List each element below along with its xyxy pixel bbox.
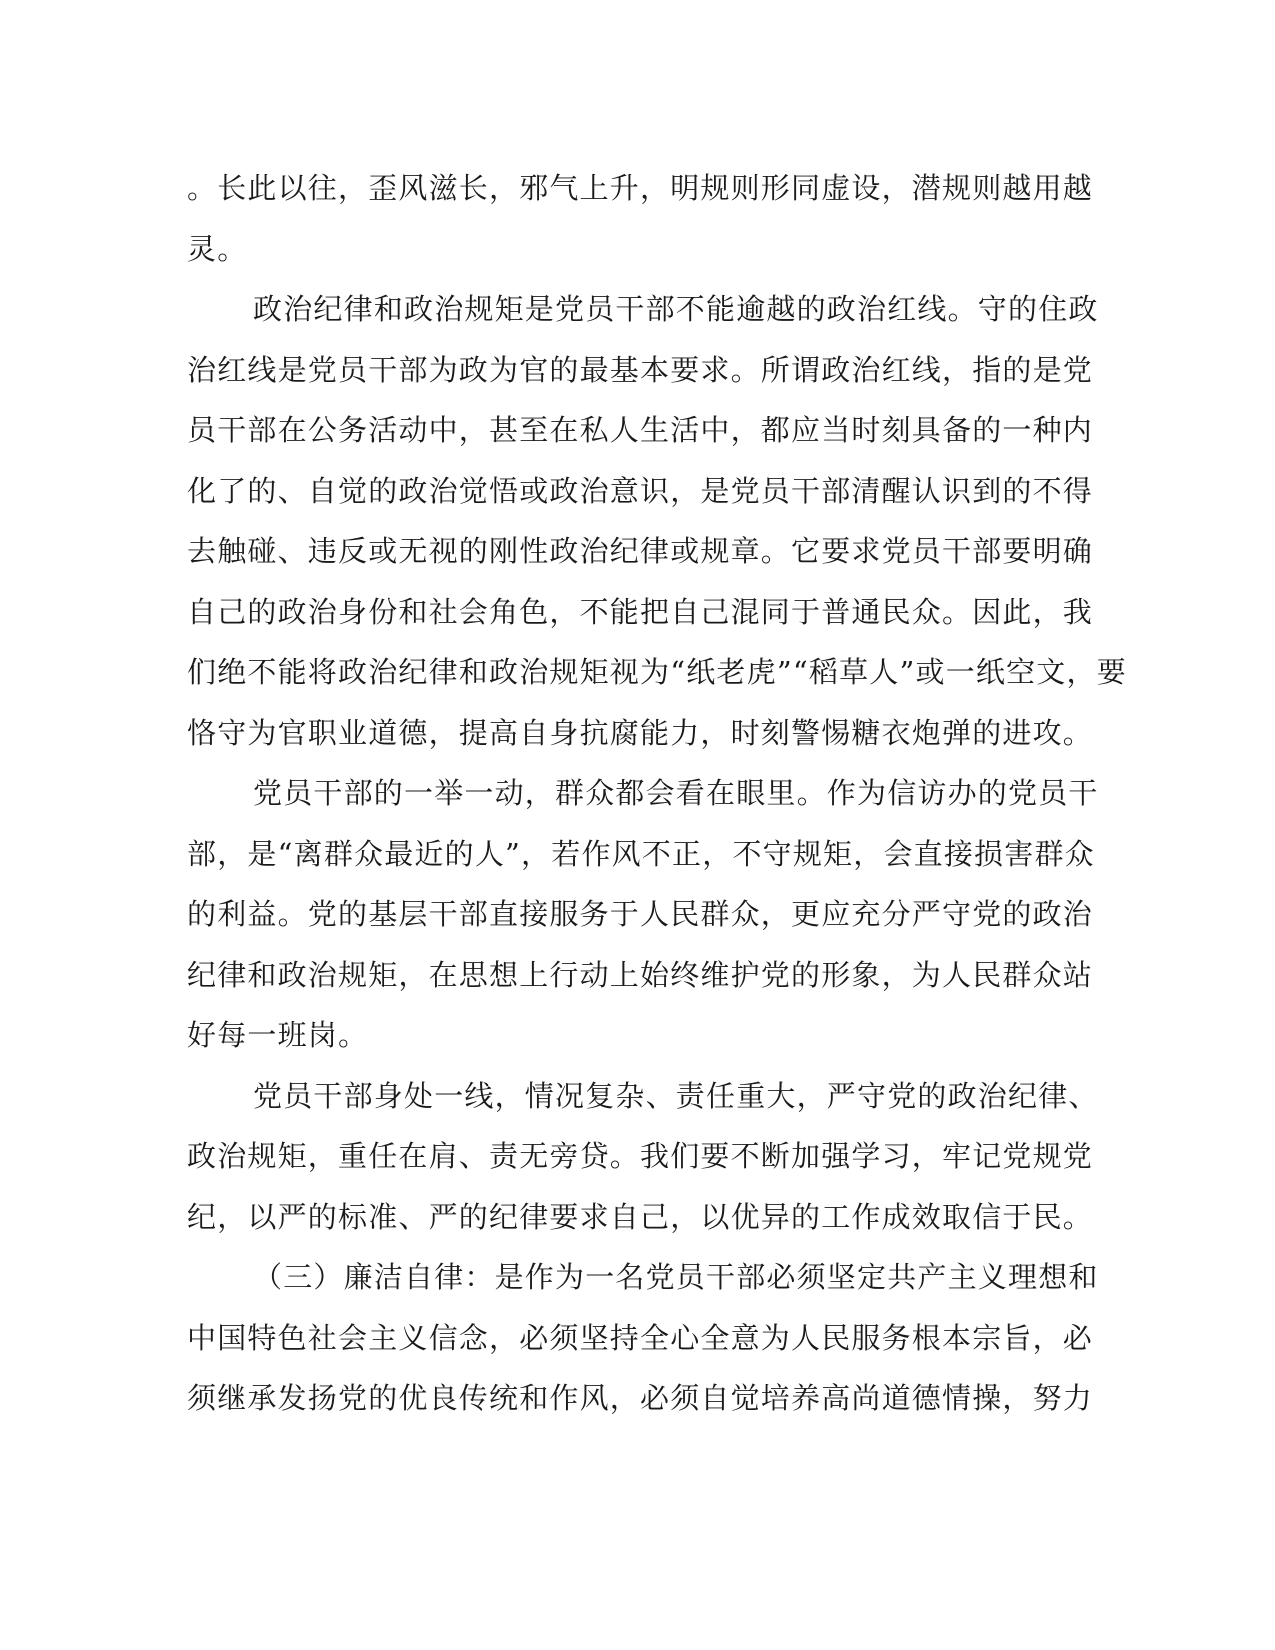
text-line: 治红线是党员干部为政为官的最基本要求。所谓政治红线，指的是党	[187, 352, 1094, 387]
text-line: 们绝不能将政治纪律和政治规矩视为“纸老虎”“稻草人”或一纸空文，要	[187, 655, 1127, 689]
text-line: （三）廉洁自律：是作为一名党员干部必须坚定共产主义理想和	[253, 1260, 1099, 1294]
paragraph-4	[187, 1066, 1099, 1248]
paragraph-3	[187, 763, 1099, 1066]
text-line: 政治纪律和政治规矩是党员干部不能逾越的政治红线。守的住政	[253, 292, 1099, 326]
text-line: 员干部在公务活动中，甚至在私人生活中，都应当时刻具备的一种内	[187, 413, 1094, 447]
text-line: 化了的、自觉的政治觉悟或政治意识，是党员干部清醒认识到的不得	[187, 473, 1094, 508]
text-line: 去触碰、违反或无视的刚性政治纪律或规章。它要求党员干部要明确	[187, 534, 1094, 568]
document-body	[187, 158, 1127, 1429]
text-line: 好每一班岗。	[187, 1018, 369, 1052]
text-line: 中国特色社会主义信念，必须坚持全心全意为人民服务根本宗旨，必	[187, 1320, 1094, 1355]
text-line: 的利益。党的基层干部直接服务于人民群众，更应充分严守党的政治	[187, 897, 1094, 931]
paragraph-2	[187, 279, 1127, 763]
text-line: 纪律和政治规矩，在思想上行动上始终维护党的形象，为人民群众站	[187, 957, 1094, 992]
text-line: 纪，以严的标准、严的纪律要求自己，以优异的工作成效取信于民。	[187, 1199, 1094, 1234]
paragraph-1	[187, 158, 1094, 279]
text-line: 政治规矩，重任在肩、责无旁贷。我们要不断加强学习，牢记党规党	[187, 1139, 1094, 1173]
text-line: 须继承发扬党的优良传统和作风，必须自觉培养高尚道德情操，努力	[187, 1381, 1094, 1415]
text-line: 灵。	[187, 231, 248, 266]
text-line: 恪守为官职业道德，提高自身抗腐能力，时刻警惕糖衣炮弹的进攻。	[187, 715, 1094, 750]
paragraph-5	[187, 1247, 1099, 1429]
text-line: 部，是“离群众最近的人”，若作风不正，不守规矩，会直接损害群众	[187, 836, 1095, 871]
text-line: 党员干部身处一线，情况复杂、责任重大，严守党的政治纪律、	[253, 1078, 1099, 1113]
text-line: 党员干部的一举一动，群众都会看在眼里。作为信访办的党员干	[253, 776, 1099, 810]
text-line: 自己的政治身份和社会角色，不能把自己混同于普通民众。因此，我	[187, 594, 1094, 629]
text-line: 。长此以往，歪风滋长，邪气上升，明规则形同虚设，潜规则越用越	[187, 171, 1094, 205]
